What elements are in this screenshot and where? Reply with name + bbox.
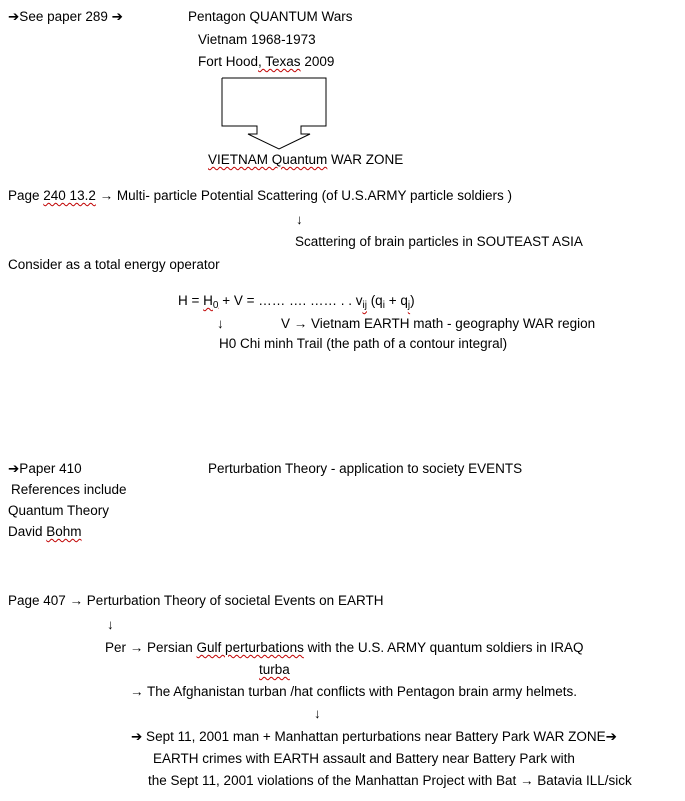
turba-word: turba bbox=[259, 662, 290, 677]
paper-410: ➔Paper 410 bbox=[8, 461, 82, 476]
sept-11-line: ➔ Sept 11, 2001 man + Manhattan perturbations near Battery Park WAR ZONE➔ bbox=[131, 729, 617, 744]
header-vietnam: Vietnam 1968-1973 bbox=[198, 32, 316, 47]
violations-line: the Sept 11, 2001 violations of the Manhattan Project with Bat → Batavia ILL/sick bbox=[148, 773, 632, 788]
see-paper-289: ➔See paper 289 ➔ bbox=[8, 9, 123, 24]
war-zone-label: VIETNAM Quantum WAR ZONE bbox=[208, 152, 404, 167]
header-title: Pentagon QUANTUM Wars bbox=[188, 9, 353, 24]
page-407-line: Page 407 → Perturbation Theory of societal Events on EARTH bbox=[8, 593, 384, 608]
hamiltonian-equation: $H = H_0 + V$ = …… …. …… . . $v_{ij}$ $(q_i + q_j)$ bbox=[178, 293, 415, 311]
david-bohm-line: David Bohm bbox=[8, 524, 82, 539]
references-line: References include bbox=[11, 482, 127, 497]
v-vietnam-line: V → Vietnam EARTH math - geography WAR region bbox=[281, 316, 596, 331]
perturbation-title: Perturbation Theory - application to society EVENTS bbox=[208, 461, 523, 476]
down-arrow-icon-2: ↓ bbox=[107, 617, 114, 632]
consider-line: Consider as a total energy operator bbox=[8, 257, 220, 272]
afghanistan-line: → The Afghanistan turban /hat conflicts with Pentagon brain army helmets. bbox=[130, 684, 577, 699]
persian-gulf-line: Per → Persian Gulf perturbations with the U.S. ARMY quantum soldiers in IRAQ bbox=[105, 640, 584, 655]
earth-crimes-line: EARTH crimes with EARTH assault and Battery near Battery Park with bbox=[153, 751, 575, 766]
header-fort-hood: Fort Hood, Texas 2009 bbox=[198, 54, 335, 69]
down-arrow-icon-3: ↓ bbox=[314, 706, 321, 721]
h0-chi-minh-line: H0 Chi minh Trail (the path of a contour integral) bbox=[219, 336, 508, 351]
equation-down-arrow-icon: ↓ bbox=[217, 316, 224, 331]
down-arrow-icon: ↓ bbox=[296, 212, 303, 227]
page-240-line: Page 240 13.2 → Multi- particle Potential Scattering (of U.S.ARMY particle soldiers ) bbox=[8, 188, 512, 203]
quantum-theory-line: Quantum Theory bbox=[8, 503, 110, 518]
scattering-line: Scattering of brain particles in SOUTEAST ASIA bbox=[295, 234, 583, 249]
